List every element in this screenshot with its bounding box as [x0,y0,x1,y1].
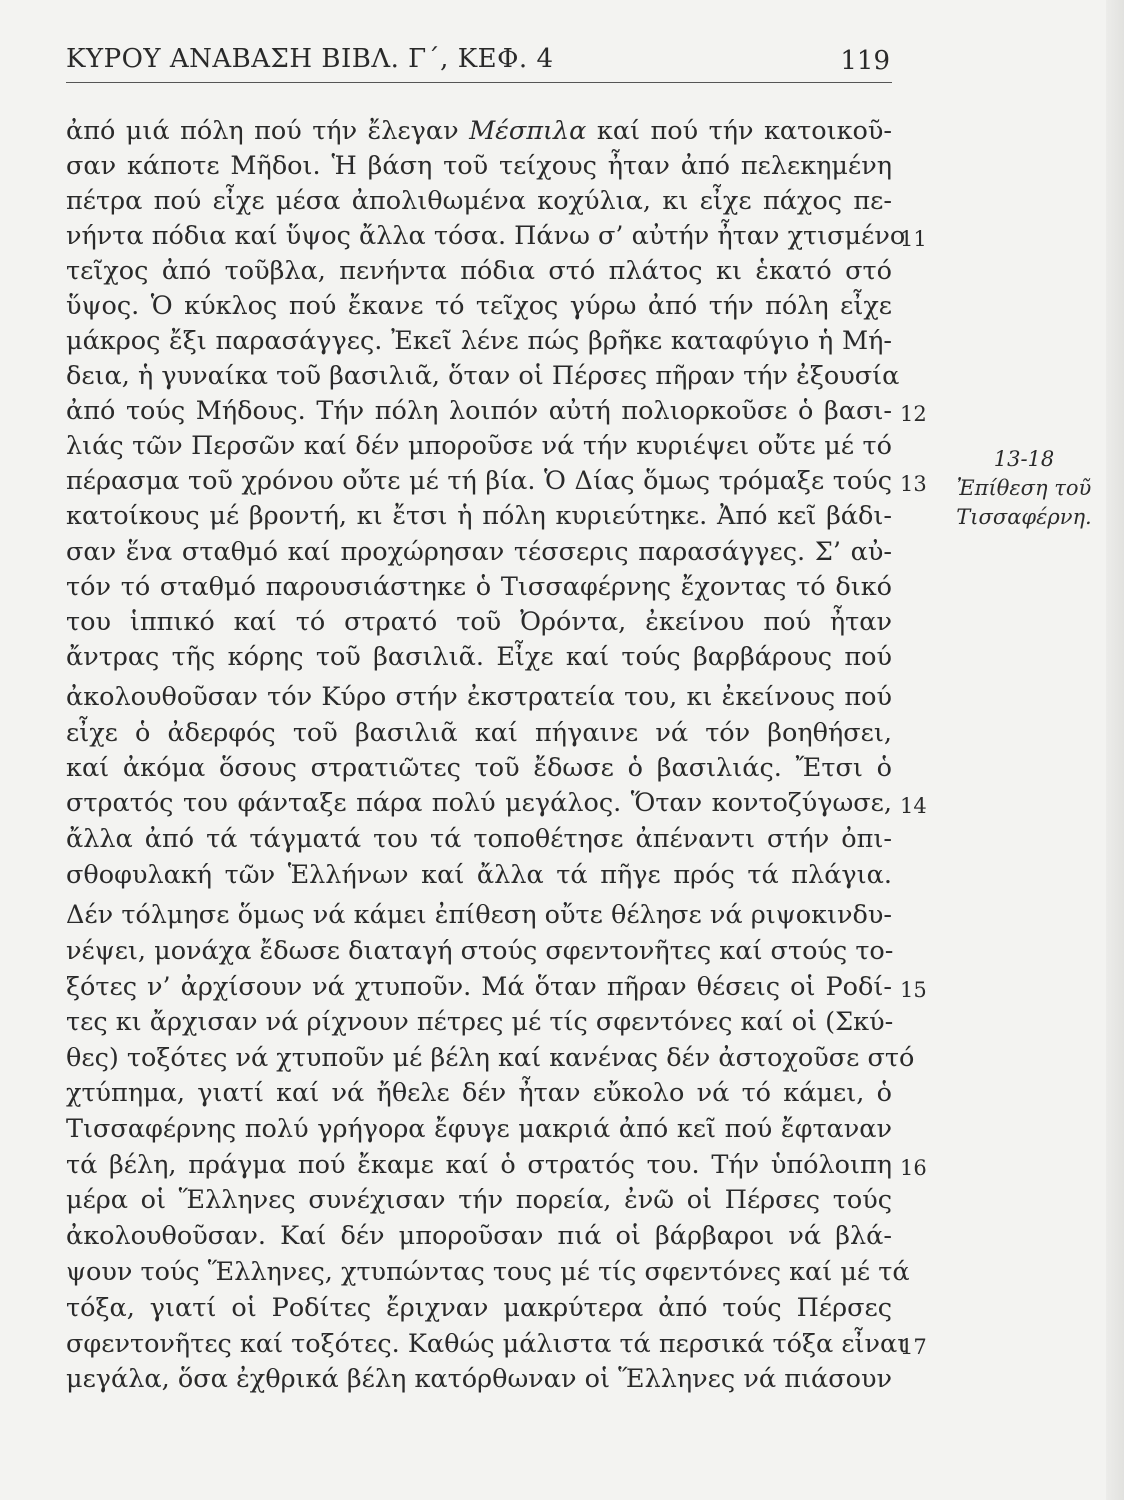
paragraph-number: 16 [900,1156,927,1180]
text-line: χτύπημα, γιατί καί νά ἤθελε δέν ἦταν εὔκολο νά τό κάμει, ὁ [66,1078,892,1108]
text-line: νήντα πόδια καί ὕψος ἄλλα τόσα. Πάνω σ’ αὐτήν ἦταν χτισμένο [66,221,906,251]
text-line: θες) τοξότες νά χτυποῦν μέ βέλη καί κανένας δέν ἀστοχοῦσε στό [66,1043,915,1073]
text-line: ὕψος. Ὁ κύκλος πού ἔκανε τό τεῖχος γύρω ἀπό τήν πόλη εἶχε [66,291,892,321]
text-line: ἄλλα ἀπό τά τάγματά του τά τοποθέτησε ἀπέναντι στήν ὀπι- [66,824,892,854]
text-line: δεια, ἡ γυναίκα τοῦ βασιλιᾶ, ὅταν οἱ Πέρσες πῆραν τήν ἐξουσία [66,361,900,391]
text-line: τόν τό σταθμό παρουσιάστηκε ὁ Τισσαφέρνης ἔχοντας τό δικό [66,572,892,602]
text-line: ψουν τούς Ἕλληνες, χτυπώντας τους μέ τίς σφεντόνες καί μέ τά [66,1257,910,1287]
header-title: ΚΥΡΟΥ ΑΝΑΒΑΣΗ ΒΙΒΛ. Γ΄, ΚΕΦ. 4 [66,44,554,74]
paragraph-number: 12 [900,402,927,426]
text-line: τες κι ἄρχισαν νά ρίχνουν πέτρες μέ τίς σφεντόνες καί οἱ (Σκύ- [66,1007,894,1037]
text-line: καί ἀκόμα ὅσους στρατιῶτες τοῦ ἔδωσε ὁ βασιλιάς. Ἔτσι ὁ [66,753,892,783]
page-edge [1106,0,1124,1500]
text-line: του ἱππικό καί τό στρατό τοῦ Ὀρόντα, ἐκείνου πού ἦταν [66,607,892,637]
text-line: Τισσαφέρνης πολύ γρήγορα ἔφυγε μακριά ἀπό κεῖ πού ἔφταναν [66,1114,892,1144]
text-line: ἀκολουθοῦσαν. Καί δέν μποροῦσαν πιά οἱ βάρβαροι νά βλά- [66,1221,892,1251]
text-line: τεῖχος ἀπό τοῦβλα, πενήντα πόδια στό πλάτος κι ἑκατό στό [66,256,892,286]
margin-note-title-line2: Τισσαφέρνη. [956,505,1092,529]
text-line: σφεντονῆτες καί τοξότες. Καθώς μάλιστα τά περσικά τόξα εἶναι [66,1329,908,1359]
text-line: ἀπό μιά πόλη πού τήν ἔλεγαν Μέσπιλα καί πού τήν κατοικοῦ- [66,116,892,146]
paragraph-number: 13 [900,472,927,496]
text-line: λιάς τῶν Περσῶν καί δέν μποροῦσε νά τήν κυριέψει οὔτε μέ τό [66,431,892,461]
text-line: μάκρος ἔξι παρασάγγες. Ἐκεῖ λένε πώς βρῆκε καταφύγιο ἡ Μή- [66,326,892,356]
text-line: ξότες ν’ ἀρχίσουν νά χτυποῦν. Μά ὅταν πῆραν θέσεις οἱ Ροδί- [66,972,892,1002]
margin-note-title-line1: Ἐπίθεση τοῦ [956,476,1092,500]
text-line: ἄντρας τῆς κόρης τοῦ βασιλιᾶ. Εἶχε καί τούς βαρβάρους πού [66,642,892,672]
text-line: πέρασμα τοῦ χρόνου οὔτε μέ τή βία. Ὁ Δίας ὅμως τρόμαξε τούς [66,466,892,496]
text-line: μεγάλα, ὅσα ἐχθρικά βέλη κατόρθωναν οἱ Ἕλληνες νά πιάσουν [66,1364,892,1394]
header-rule [66,82,892,83]
text-line: Δέν τόλμησε ὅμως νά κάμει ἐπίθεση οὔτε θέλησε νά ριψοκινδυ- [66,900,892,930]
text-line: τά βέλη, πράγμα πού ἔκαμε καί ὁ στρατός του. Τήν ὑπόλοιπη [66,1150,892,1180]
paragraph-number: 11 [900,227,927,251]
paragraph-number: 17 [900,1335,927,1359]
text-line: σθοφυλακή τῶν Ἑλλήνων καί ἄλλα τά πῆγε πρός τά πλάγια. [66,860,892,890]
page-number: 119 [840,46,890,76]
margin-note [944,445,1104,532]
text-line: στρατός του φάνταξε πάρα πολύ μεγάλος. Ὅταν κοντοζύγωσε, [66,788,892,818]
text-line: εἶχε ὁ ἀδερφός τοῦ βασιλιᾶ καί πήγαινε νά τόν βοηθήσει, [66,718,892,748]
paragraph-number: 14 [900,794,927,818]
text-line: σαν κάποτε Μῆδοι. Ἡ βάση τοῦ τείχους ἦταν ἀπό πελεκημένη [66,151,892,181]
text-line: μέρα οἱ Ἕλληνες συνέχισαν τήν πορεία, ἐνῶ οἱ Πέρσες τούς [66,1185,892,1215]
text-line: ἀκολουθοῦσαν τόν Κύρο στήν ἐκστρατεία του, κι ἐκείνους πού [66,682,892,712]
text-line: κατοίκους μέ βροντή, κι ἔτσι ἡ πόλη κυριεύτηκε. Ἀπό κεῖ βάδι- [66,501,892,531]
text-line: πέτρα πού εἶχε μέσα ἀπολιθωμένα κοχύλια, κι εἶχε πάχος πε- [66,186,892,216]
text-line: τόξα, γιατί οἱ Ροδίτες ἔριχναν μακρύτερα ἀπό τούς Πέρσες [66,1293,892,1323]
text-line: σαν ἕνα σταθμό καί προχώρησαν τέσσερις παρασάγγες. Σ’ αὐ- [66,537,892,567]
paragraph-number: 15 [900,978,927,1002]
text-line: νέψει, μονάχα ἔδωσε διαταγή στούς σφεντονῆτες καί στούς το- [66,936,894,966]
text-line: ἀπό τούς Μήδους. Τήν πόλη λοιπόν αὐτή πολιορκοῦσε ὁ βασι- [66,396,892,426]
margin-note-range: 13-18 [993,447,1055,471]
running-header [66,40,892,80]
